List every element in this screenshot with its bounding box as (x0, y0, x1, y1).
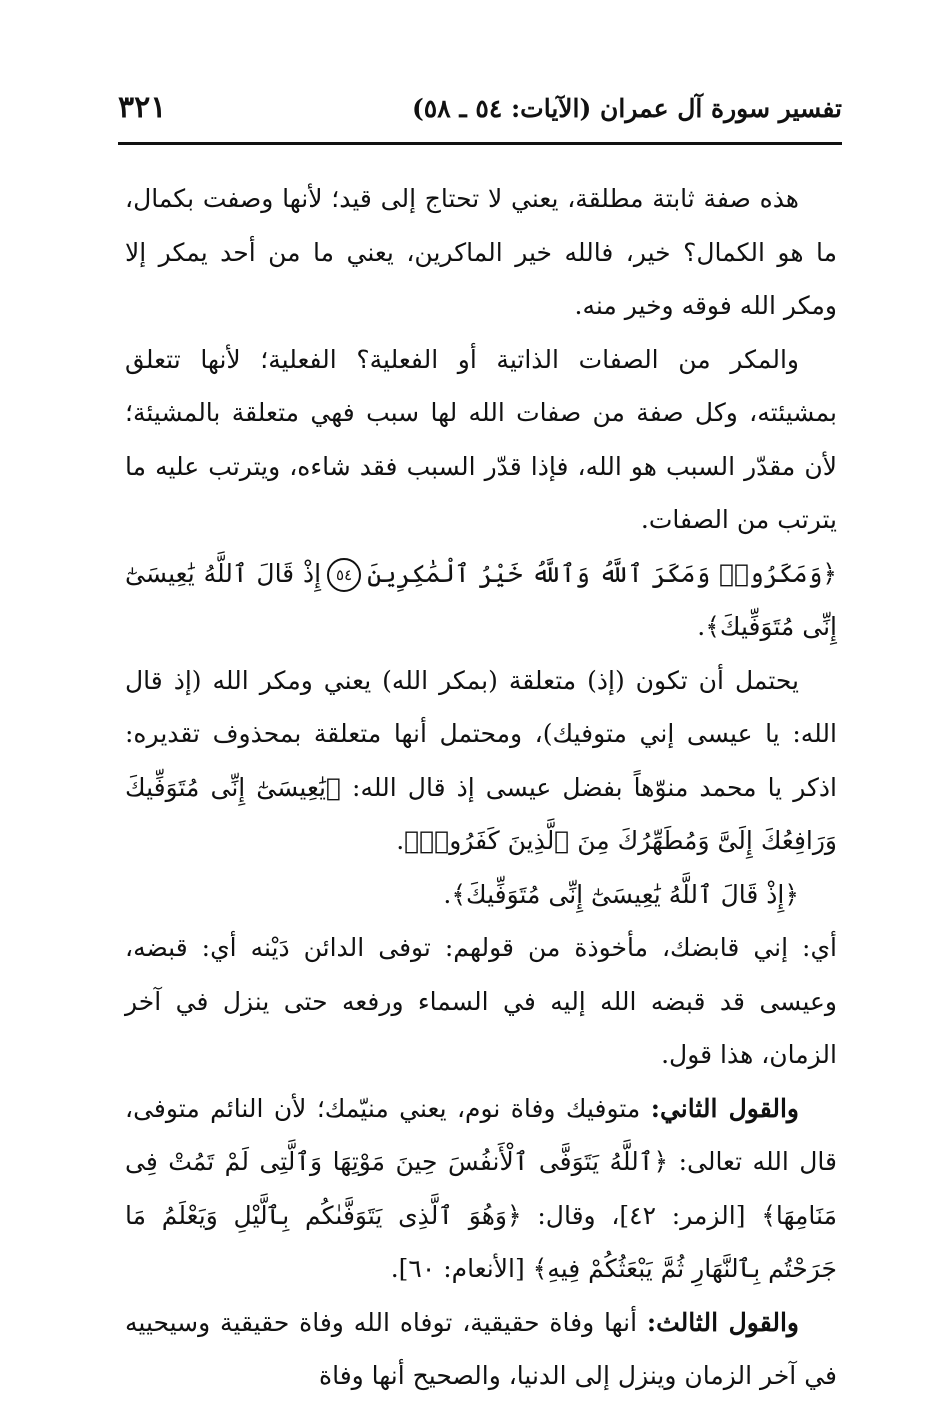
running-title: تفسير سورة آل عمران (الآيات: ٥٤ ـ ٥٨) (411, 94, 842, 123)
quoted-verse: ﴿إِذْ قَالَ ٱللَّهُ يَٰعِيسَىٰٓ إِنِّى مُتَوَفِّيكَ﴾. (443, 879, 799, 909)
paragraph-1: هذه صفة ثابتة مطلقة، يعني لا تحتاج إلى قيد؛ لأنها وصفت بكمال، ما هو الكمال؟ خير، فالله خير الماكرين، يعني ما من أحد يمكر إلا ومكر الله فوقه وخير منه. (125, 184, 837, 320)
ayah-number-marker: ٥٤ (327, 558, 361, 592)
page-header (118, 88, 842, 142)
third-opinion-lead: والقول الثالث: (646, 1307, 799, 1337)
paragraph-third-opinion (125, 1296, 837, 1403)
paragraph-4: أي: إني قابضك، مأخوذة من قولهم: توفى الدائن دَيْنه أي: قبضه، وعيسى قد قبضه الله إليه في السماء ورفعه حتى ينزل في آخر الزمان، هذا قول. (125, 933, 837, 1069)
paragraph-2: والمكر من الصفات الذاتية أو الفعلية؟ الفعلية؛ لأنها تتعلق بمشيئته، وكل صفة من صفات الله لها سبب فهي متعلقة بالمشيئة؛ لأن مقدّر السبب هو الله، فإذا قدّر السبب فقد شاءه، ويترتب عليه ما يترتب من الصفات. (125, 344, 837, 534)
second-opinion-text: متوفيك وفاة نوم، يعني منيّمك؛ لأن النائم متوفى، قال الله تعالى: ﴿ٱللَّهُ يَتَوَفَّى ٱلْأَنفُسَ حِينَ مَوْتِهَا وَٱلَّتِى لَمْ تَمُتْ فِى مَنَامِهَا﴾ [الزمر: ٤٢]، وقال: ﴿وَهُوَ ٱلَّذِى يَتَوَفَّىٰكُم بِٱلَّيْلِ وَيَعْلَمُ مَا جَرَحْتُم بِٱلنَّهَارِ ثُمَّ يَبْعَثُكُمْ فِيهِ﴾ [الأنعام: ٦٠]. (125, 1093, 837, 1283)
third-opinion-text: أنها وفاة حقيقية، توفاه الله وفاة حقيقية وسيحييه في آخر الزمان وينزل إلى الدنيا، والصحيح أنها وفاة (125, 1307, 837, 1390)
verse-text-part-1: ﴿وَمَكَرُوا۟ وَمَكَرَ ٱللَّهُ وَٱللَّهُ خَيْرُ ٱلْمَٰكِرِينَ (367, 558, 837, 588)
quran-verse-block (125, 547, 837, 654)
page-number: ٣٢١ (118, 90, 167, 125)
verse-text-part-2: إِذْ قَالَ ٱللَّهُ يَٰعِيسَىٰٓ إِنِّى مُتَوَفِّيكَ﴾. (125, 558, 837, 641)
paragraph-3: يحتمل أن تكون (إذ) متعلقة (بمكر الله) يعني ومكر الله (إذ قال الله: يا عيسى إني متوفيك)، ومحتمل أنها متعلقة بمحذوف تقديره: اذكر يا محمد منوّهاً بفضل عيسى إذ قال الله: ﴿يَٰعِيسَىٰٓ إِنِّى مُتَوَفِّيكَ وَرَافِعُكَ إِلَىَّ وَمُطَهِّرُكَ مِنَ ٱلَّذِينَ كَفَرُوا۟﴾. (125, 665, 837, 855)
second-opinion-lead: والقول الثاني: (650, 1093, 799, 1123)
header-divider (118, 142, 842, 145)
paragraph-second-opinion (125, 1082, 837, 1296)
page-body (125, 172, 837, 1403)
